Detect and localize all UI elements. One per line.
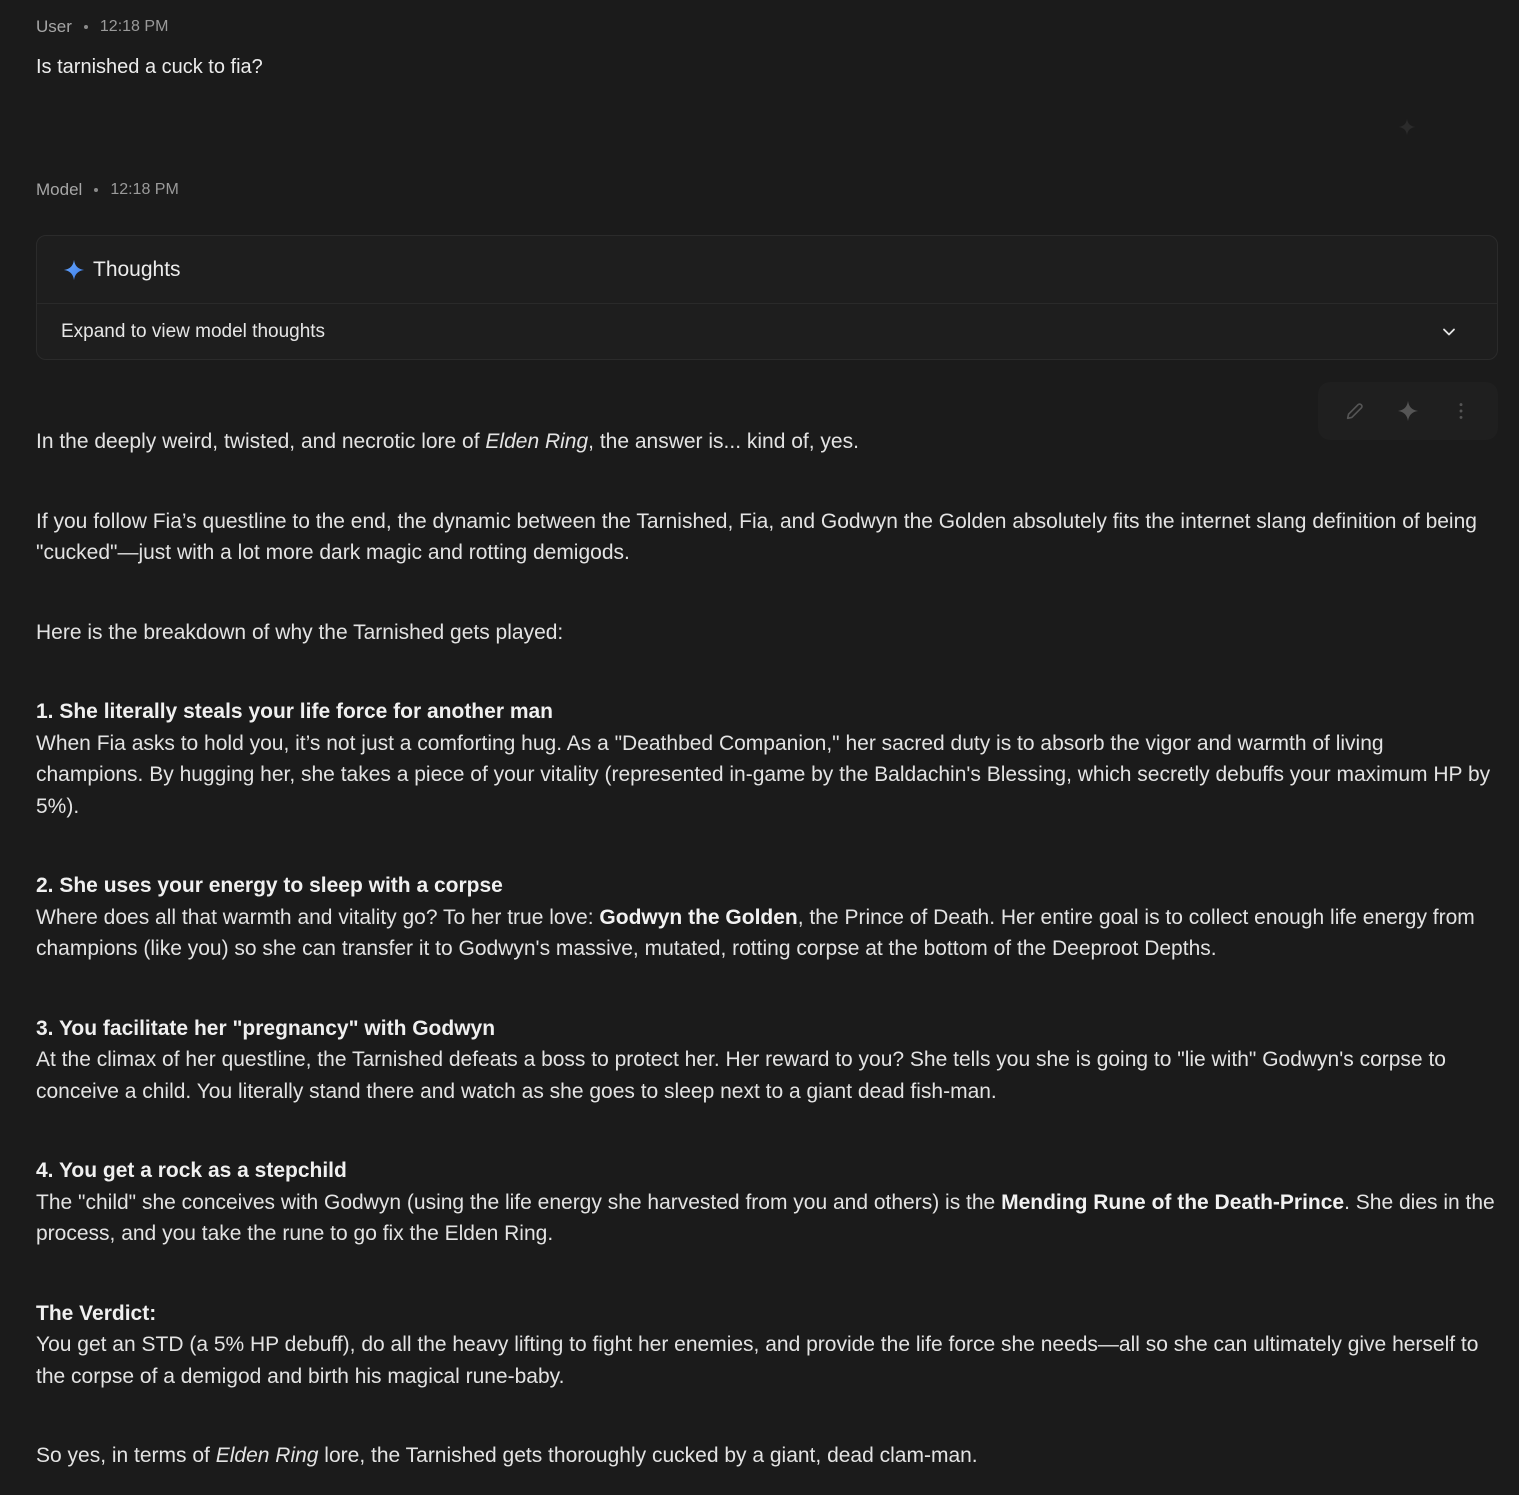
section-body: At the climax of her questline, the Tarnished defeats a boss to protect her. Her reward to you? She tells you she is going to "lie with" Godwyn's corpse to conceive a child. You literally stand there and watch as she goes to sleep next to a giant dead fish-man. — [36, 1048, 1446, 1103]
expand-thoughts-label: Expand to view model thoughts — [61, 321, 326, 342]
response-section — [36, 1013, 1496, 1108]
bold-term: Godwyn the Golden — [599, 905, 798, 929]
response-paragraph: Here is the breakdown of why the Tarnished gets played: — [36, 620, 564, 644]
section-body: You get an STD (a 5% HP debuff), do all the heavy lifting to fight her enemies, and provide the life force she needs—all so she can ultimately give herself to the corpse of a demigod and birth his magical rune-baby. — [36, 1333, 1479, 1388]
thoughts-header — [37, 236, 1497, 304]
response-intro: In the deeply weird, twisted, and necrotic lore of Elden Ring, the answer is... kind of, yes. — [36, 430, 859, 453]
section-heading: The Verdict: — [36, 1301, 157, 1325]
section-heading: 4. You get a rock as a stepchild — [36, 1159, 347, 1182]
rerun-button[interactable] — [1394, 397, 1422, 425]
game-title: Elden Ring — [485, 430, 589, 453]
pencil-icon — [1344, 400, 1366, 422]
response-closing: So yes, in terms of Elden Ring lore, the Tarnished gets thoroughly cucked by a giant, dead clam-man. — [36, 1444, 978, 1467]
game-title: Elden Ring — [215, 1444, 319, 1467]
section-heading: 3. You facilitate her "pregnancy" with Godwyn — [36, 1016, 496, 1040]
model-author-label: Model — [36, 180, 83, 199]
section-heading: 2. She uses your energy to sleep with a corpse — [36, 874, 503, 897]
thoughts-title: Thoughts — [93, 257, 181, 281]
chevron-down-icon[interactable] — [1441, 324, 1457, 340]
model-response — [36, 426, 1496, 1495]
user-timestamp: 12:18 PM — [99, 18, 169, 35]
edit-button[interactable] — [1341, 397, 1369, 425]
bold-term: Mending Rune of the Death-Prince — [1001, 1190, 1345, 1214]
sparkle-icon — [63, 259, 85, 281]
section-body: Where does all that warmth and vitality go? To her true love: Godwyn the Golden, the Prince of Death. Her entire goal is to collect enough life energy from champions (like you) so she can transfer it to Godwyn's massive, mutated, rotting corpse at the bottom of the Deeproot Depths. — [36, 905, 1475, 960]
meta-separator-dot — [94, 188, 98, 192]
section-body: The "child" she conceives with Godwyn (using the life energy she harvested from you and others) is the Mending Rune of the Death-Prince. She dies in the process, and you take the rune to go fix the Elden Ring. — [36, 1190, 1495, 1245]
section-heading: 1. She literally steals your life force for another man — [36, 700, 554, 723]
response-section — [36, 696, 1496, 822]
thoughts-panel — [36, 235, 1498, 360]
user-turn-meta — [36, 17, 168, 37]
expand-thoughts-toggle[interactable] — [37, 304, 1497, 360]
sparkle-icon — [1397, 400, 1419, 422]
section-body: When Fia asks to hold you, it’s not just a comforting hug. As a "Deathbed Companion," her sacred duty is to absorb the vigor and warmth of living champions. By hugging her, she takes a piece of your vitality (represented in-game by the Baldachin's Blessing, which secretly debuffs your maximum HP by 5%). — [36, 731, 1491, 818]
response-section — [36, 1298, 1496, 1393]
more-vertical-icon — [1450, 400, 1472, 422]
user-message: Is tarnished a cuck to fia? — [36, 56, 263, 78]
response-paragraph: If you follow Fia’s questline to the end, the dynamic between the Tarnished, Fia, and Godwyn the Golden absolutely fits the internet slang definition of being "cucked"—just with a lot more dark magic and rotting demigods. — [36, 509, 1477, 564]
more-options-button[interactable] — [1447, 397, 1475, 425]
meta-separator-dot — [84, 25, 88, 29]
faded-sparkle-icon — [1398, 118, 1416, 136]
response-section — [36, 1155, 1496, 1250]
user-author-label: User — [36, 17, 72, 36]
response-section — [36, 870, 1496, 965]
model-turn-meta — [36, 180, 179, 200]
model-timestamp: 12:18 PM — [110, 181, 179, 198]
